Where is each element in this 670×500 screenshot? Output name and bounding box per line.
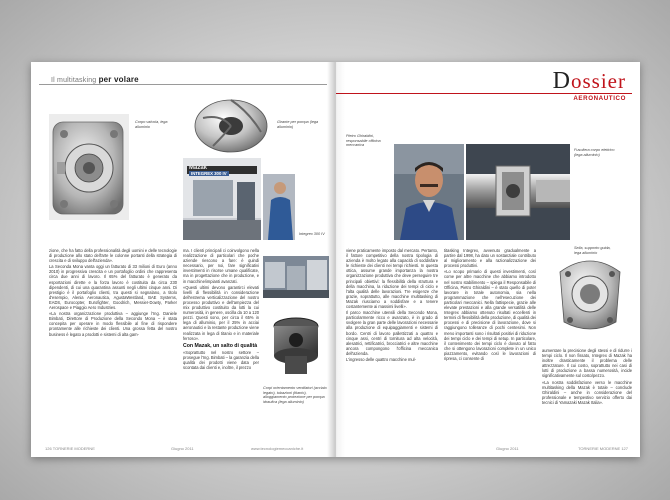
right-column-3	[542, 348, 632, 438]
paragraph: ma. I clienti principali ci coinvolgono nella realizzazione di particolari che poche aziende riescono a fare: è quindi necessario, per noi, fare significativi investimenti in risorse umane qualificate, ma in progettazione che in produzione, e in macchine/impianti avanzati.	[183, 248, 259, 284]
mazak-badge: Mazak	[189, 165, 208, 171]
integrex-label: INTEGREX 300 IV	[191, 171, 227, 176]
dossier-logo-rest: ossier	[571, 69, 626, 93]
impeller-caption: Girante per pompa (lega alluminio)	[277, 120, 319, 129]
paragraph: «La nostra soddisfazione verso le macchine multitasking della Mazak è totale – conclude Ghiraldini – anche in considerazione del professionale e tempestivo servizio offerto dai tecnici di Yamazaki Mazak Italia».	[542, 379, 632, 405]
integrex-machine-photo	[183, 158, 261, 240]
operator-photo	[263, 174, 295, 240]
paragraph: «La nostra organizzazione produttiva – aggiunge l'Ing. Daniele Bimbati, Direttore di Produzione della Secondo Mona – è stata concepita per operare in modo flessibile al fine di rispondere prontamente alle richieste dei clienti. Una grossa fetta del nostro business è legato a prodotti e sistemi di alta gam-	[49, 311, 177, 337]
left-page	[31, 62, 335, 457]
left-footer-date: Giugno 2011	[171, 446, 194, 451]
machine-caption: Integrex 300 IV	[299, 232, 325, 236]
left-column-1	[49, 248, 177, 438]
pump-housing-photo	[265, 314, 327, 382]
impeller-photo	[191, 92, 271, 156]
right-column-2	[444, 248, 536, 438]
mazak-subhead: Con Mazak, un salto di qualità	[183, 342, 258, 349]
paragraph: «Questi ultimi devono garantirci elevati livelli di flessibilità in considerazione dell'estrema verticalizzazione del nostro processo produttivo e dell'ampiezza del mix produttivo costituito da lotti la cui numerosità, in genere, oscilla da 10 a 120 pezzi. Questi sono, per circa il 65% in lega di alluminio, per il 25% in acciai aeronautici e la restante produzione viene realizzata in lega di titanio e in materiale ferroso».	[183, 284, 259, 341]
paragraph: aumentare la precisione degli stessi e di ridurre i tempi ciclo. Il non fissato, Integrex di Mazak ha inoltre drasticamente il problema delle attrezzature. Il cui costo, soprattutto nei casi di lotti di produzione a bassa numerosità, incide significativamente sul costo/pezzo.	[542, 348, 632, 379]
header-rule-red	[336, 93, 632, 94]
portrait-photo	[394, 144, 464, 240]
right-page	[336, 62, 640, 457]
valve-body-photo	[49, 114, 129, 220]
header-rule	[39, 84, 327, 85]
dossier-logo	[553, 68, 626, 95]
running-head-bold: per volare	[98, 75, 139, 84]
paragraph: zione, che ha fatto della professionalità degli uomini e delle tecnologie di produzione allo stato dell'arte le colonne portanti della strategia di crescita e di sviluppo dell'azienda».	[49, 248, 177, 264]
running-head-light: Il multitasking	[51, 77, 97, 84]
running-head	[51, 75, 139, 84]
paragraph: La Seconda Mona vanta oggi un fatturato di 33 milioni di Euro (anno 2010) in progressiva crescita e un portafoglio ordini che rappresenta circa due anni di lavoro. Il 65% del fatturato è generato da esportazioni dirette e la forza lavoro è costituita da circa 230 dipendenti, di cui una quarantina assunti negli ultimi cinque anni. Di prestigio è il portafoglio clienti, tra questi si segnalano, a titolo d'esempio, Alenia Aeronautica, AgustaWestland, BAE Systems, EADS, Eurocopter, Eurofighter, Goodrich, Messier-Dowty, Parker Aerospace e Piaggio Aero Industries.	[49, 264, 177, 311]
portrait-caption: Pietro Ghiraldini, responsabile officina meccanica	[346, 134, 381, 148]
fuselage-caption: Fusoliera corpo elettrico (lega alluminio)	[574, 148, 615, 157]
left-footer-folio: 126 TORNERIE MODERNE	[45, 446, 95, 451]
paragraph: viene praticamente imposto dal mercato. Pertanto, il fattore competitivo della nostra tipologia di azienda è molto legato alla capacità di soddisfare le richieste dei clienti nei tempi richiesti. In questa ottica, assume grande importanza la nostra organizzazione produttiva che deve perseguire tre principali obiettivi: la flessibilità della struttura e della macchina, la riduzione dei tempi di ciclo e l'alta qualità delle lavorazioni. Tre esigenze che grazie, soprattutto, alle macchine multitasking di Mazak riusciamo a soddisfare e a tenere costantemente ai massimi livelli».	[346, 248, 438, 310]
paragraph: «Soprattutto nel nostro settore – prosegue l'Ing. Bimbati – la garanzia della qualità dei prodotti viene data per scontata dai clienti e, inoltre, il prezzo	[183, 349, 259, 370]
magazine-spread	[31, 62, 640, 457]
bottom-parts-caption: Corpi orientamento ventilatori (acciaio legato), tubazioni (titanio), alloggiamento protezione per pompa idraulica (lega alluminio)	[263, 386, 327, 404]
fuselage-part-photo	[466, 144, 570, 240]
dossier-logo-initial: D	[552, 68, 571, 94]
right-footer-date: Giugno 2011	[496, 446, 519, 451]
left-footer-url: www.tecnologiemeccaniche.it	[251, 446, 304, 451]
valve-body-caption: Corpo valvola, lega alluminio	[135, 120, 168, 129]
support-caption: Sella, supporto guida, lega alluminio	[574, 246, 611, 255]
right-column-1	[346, 248, 438, 438]
right-footer-folio: TORNERIE MODERNE 127	[578, 446, 628, 451]
paragraph: Il parco macchine utensili della Secondo Mona, particolarmente ricco e avanzato, è in grado di svolgere la gran parte delle lavorazioni necessarie alla produzione di equipaggiamenti e sistemi di bordo. Centri di lavoro pallettizzati a quattro e cinque assi, centri di tornitura ad alta velocità, alesatrici, rettificatrici, brocciatrici e altre macchine ancora compongono l'officina meccanica dell'azienda.	[346, 310, 438, 356]
support-part-photo	[550, 242, 630, 338]
paragraph: «Lo scopo primario di questi investimenti, così come per altre macchine che abbiamo introdotto nel nostro stabilimento – spiega il Responsabile di Officina, Pietro Ghiraldini – è stato quello di poter lavorare in totale autonomia, sia nella programmazione che nell'esecuzione dei particolari meccanici. Nella fattispecie, grazie alle elevate prestazioni e alla grande versatilità delle Integrex abbiamo ottenuto risultati eccellenti in termini di flessibilità della produzione, di qualità dei processi e di precisione di lavorazione, dove si raggiungono tolleranze di pochi centesimi. Non meno importanti sono i risultati positivi di riduzione dei tempi ciclo e dei tempi di setup. In particolare, il contenimento dei tempi ciclo è dovuto al fatto che si ottengono lavorazioni complete in un unico piazzamento, evitando così le lavorazioni di ripresa, ci consente di	[444, 269, 536, 361]
workshop-photo	[263, 256, 329, 298]
paragraph: L'ingresso delle quattro macchine mul-	[346, 356, 416, 362]
paragraph: titasking Integrex, avvenuto gradualmente a partire dal 1998, ha dato un sostanziale contributo al miglioramento e alla razionalizzazione dei processi produttivi.	[444, 248, 536, 269]
aeronautico-label: AERONAUTICO	[573, 95, 626, 102]
left-column-2	[183, 248, 259, 438]
